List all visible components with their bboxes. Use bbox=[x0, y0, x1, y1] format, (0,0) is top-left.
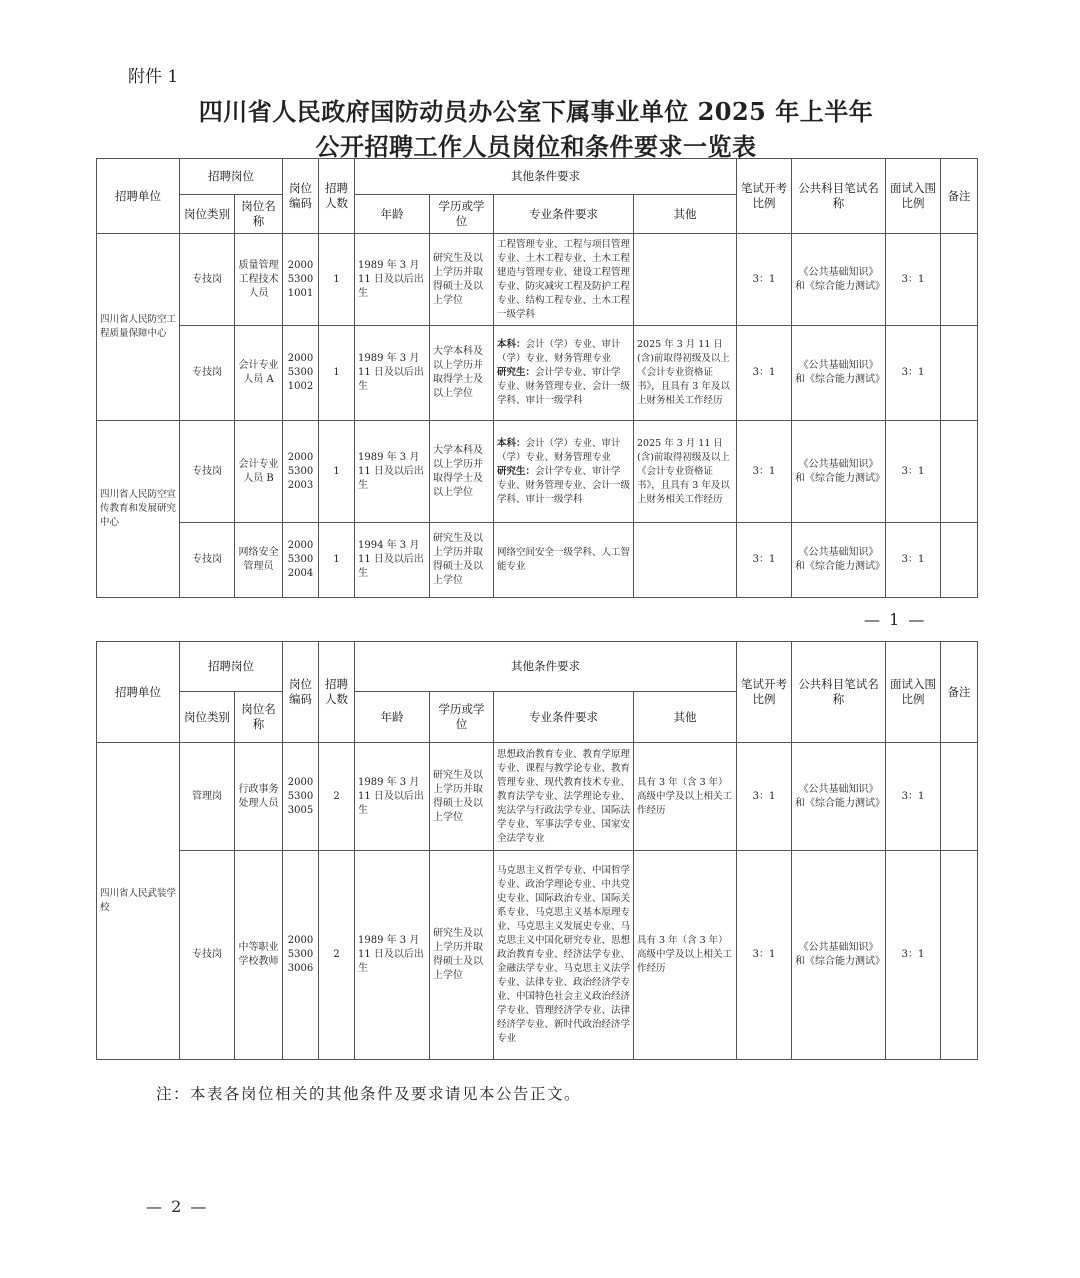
other-requirement: 具有 3 年（含 3 年）高级中学及以上相关工作经历 bbox=[634, 743, 737, 851]
header-position: 招聘岗位 bbox=[180, 642, 283, 692]
header-education: 学历或学位 bbox=[430, 195, 494, 234]
remark bbox=[941, 421, 978, 523]
major-graduate: 会计学专业、审计学专业、财务管理专业、会计一级学科、审计一级学科 bbox=[497, 367, 631, 406]
recruit-count: 1 bbox=[319, 523, 355, 598]
header-major: 专业条件要求 bbox=[494, 692, 634, 743]
exam-subject: 《公共基础知识》和《综合能力测试》 bbox=[792, 234, 886, 326]
header-remark: 备注 bbox=[941, 159, 978, 234]
position-type: 专技岗 bbox=[180, 523, 235, 598]
education-requirement: 大学本科及以上学历并取得学士及以上学位 bbox=[430, 421, 494, 523]
major-requirement bbox=[494, 326, 634, 421]
position-code: 2000 5300 3005 bbox=[283, 743, 319, 851]
interview-ratio: 3：1 bbox=[886, 234, 941, 326]
unit-cell: 四川省人民武装学校 bbox=[97, 743, 180, 1060]
position-type: 专技岗 bbox=[180, 851, 235, 1060]
header-others: 其他 bbox=[634, 195, 737, 234]
table-row bbox=[97, 421, 978, 523]
header-age: 年龄 bbox=[355, 692, 430, 743]
table-row bbox=[97, 851, 978, 1060]
major-requirement: 思想政治教育专业、教育学原理专业、课程与教学论专业、教育管理专业、现代教育技术专业、教育法学专业、法学理论专业、宪法学与行政法学专业、国际法学专业、军事法学专业、国家安全法学专业 bbox=[494, 743, 634, 851]
position-code: 2000 5300 3006 bbox=[283, 851, 319, 1060]
education-requirement: 研究生及以上学历并取得硕士及以上学位 bbox=[430, 851, 494, 1060]
major-undergrad-label: 本科： bbox=[497, 437, 526, 449]
position-name: 行政事务处理人员 bbox=[235, 743, 283, 851]
exam-ratio: 3：1 bbox=[737, 743, 792, 851]
major-requirement: 网络空间安全一级学科、人工智能专业 bbox=[494, 523, 634, 598]
position-name: 中等职业学校教师 bbox=[235, 851, 283, 1060]
position-code: 2000 5300 2003 bbox=[283, 421, 319, 523]
interview-ratio: 3：1 bbox=[886, 743, 941, 851]
major-graduate-label: 研究生： bbox=[497, 367, 536, 378]
exam-subject: 《公共基础知识》和《综合能力测试》 bbox=[792, 421, 886, 523]
exam-ratio: 3：1 bbox=[737, 851, 792, 1060]
major-undergrad: 会计（学）专业、审计（学）专业、财务管理专业 bbox=[497, 437, 621, 463]
other-requirement: 2025 年 3 月 11 日(含)前取得初级及以上《会计专业资格证书》，且具有 3 年及以上财务相关工作经历 bbox=[634, 421, 737, 523]
header-interview-ratio: 面试入围比例 bbox=[886, 159, 941, 234]
age-requirement: 1989 年 3 月 11 日及以后出生 bbox=[355, 326, 430, 421]
recruit-count: 2 bbox=[319, 851, 355, 1060]
age-requirement: 1989 年 3 月 11 日及以后出生 bbox=[355, 421, 430, 523]
header-position-name: 岗位名称 bbox=[235, 195, 283, 234]
interview-ratio: 3：1 bbox=[886, 326, 941, 421]
position-name: 网络安全管理员 bbox=[235, 523, 283, 598]
age-requirement: 1989 年 3 月 11 日及以后出生 bbox=[355, 743, 430, 851]
recruit-count: 2 bbox=[319, 743, 355, 851]
header-position-type: 岗位类别 bbox=[180, 195, 235, 234]
interview-ratio: 3：1 bbox=[886, 523, 941, 598]
unit-cell: 四川省人民防空宣传教育和发展研究中心 bbox=[97, 421, 180, 598]
major-undergrad: 会计（学）专业、审计（学）专业、财务管理专业 bbox=[497, 339, 621, 364]
exam-subject: 《公共基础知识》和《综合能力测试》 bbox=[792, 743, 886, 851]
age-requirement: 1989 年 3 月 11 日及以后出生 bbox=[355, 234, 430, 326]
header-others: 其他 bbox=[634, 692, 737, 743]
header-position-type: 岗位类别 bbox=[180, 692, 235, 743]
major-requirement bbox=[494, 421, 634, 523]
remark bbox=[941, 326, 978, 421]
recruitment-table-1 bbox=[96, 158, 978, 598]
header-other-requirements: 其他条件要求 bbox=[355, 159, 737, 195]
page-number-1: — 1 — bbox=[864, 610, 927, 629]
header-count: 招聘人数 bbox=[319, 642, 355, 743]
position-name: 会计专业人员 A bbox=[235, 326, 283, 421]
remark bbox=[941, 234, 978, 326]
table-row bbox=[97, 326, 978, 421]
header-education: 学历或学位 bbox=[430, 692, 494, 743]
header-major: 专业条件要求 bbox=[494, 195, 634, 234]
position-type: 专技岗 bbox=[180, 421, 235, 523]
recruit-count: 1 bbox=[319, 326, 355, 421]
education-requirement: 研究生及以上学历并取得硕士及以上学位 bbox=[430, 234, 494, 326]
page-title-line1: 四川省人民政府国防动员办公室下属事业单位 2025 年上半年 bbox=[198, 97, 874, 126]
age-requirement: 1994 年 3 月 11 日及以后出生 bbox=[355, 523, 430, 598]
header-code: 岗位编码 bbox=[283, 159, 319, 234]
interview-ratio: 3：1 bbox=[886, 851, 941, 1060]
exam-subject: 《公共基础知识》和《综合能力测试》 bbox=[792, 851, 886, 1060]
major-undergrad-label: 本科： bbox=[497, 339, 526, 350]
major-graduate: 会计学专业、审计学专业、财务管理专业、会计一级学科、审计一级学科 bbox=[497, 465, 631, 505]
attachment-label: 附件 1 bbox=[128, 67, 179, 87]
table-row bbox=[97, 234, 978, 326]
position-name: 会计专业人员 B bbox=[235, 421, 283, 523]
position-type: 专技岗 bbox=[180, 326, 235, 421]
page-title-line2: 公开招聘工作人员岗位和条件要求一览表 bbox=[315, 132, 757, 161]
header-exam-ratio: 笔试开考比例 bbox=[737, 159, 792, 234]
position-type: 专技岗 bbox=[180, 234, 235, 326]
other-requirement: 具有 3 年（含 3 年）高级中学及以上相关工作经历 bbox=[634, 851, 737, 1060]
other-requirement bbox=[634, 234, 737, 326]
education-requirement: 大学本科及以上学历并取得学士及以上学位 bbox=[430, 326, 494, 421]
exam-subject: 《公共基础知识》和《综合能力测试》 bbox=[792, 523, 886, 598]
table-row bbox=[97, 523, 978, 598]
other-requirement: 2025 年 3 月 11 日(含)前取得初级及以上《会计专业资格证书》，且具有 3 年及以上财务相关工作经历 bbox=[634, 326, 737, 421]
interview-ratio: 3：1 bbox=[886, 421, 941, 523]
exam-subject: 《公共基础知识》和《综合能力测试》 bbox=[792, 326, 886, 421]
remark bbox=[941, 523, 978, 598]
position-type: 管理岗 bbox=[180, 743, 235, 851]
education-requirement: 研究生及以上学历并取得硕士及以上学位 bbox=[430, 743, 494, 851]
recruit-count: 1 bbox=[319, 234, 355, 326]
header-code: 岗位编码 bbox=[283, 642, 319, 743]
age-requirement: 1989 年 3 月 11 日及以后出生 bbox=[355, 851, 430, 1060]
recruit-count: 1 bbox=[319, 421, 355, 523]
remark bbox=[941, 851, 978, 1060]
major-graduate-label: 研究生： bbox=[497, 465, 536, 477]
position-name: 质量管理工程技术人员 bbox=[235, 234, 283, 326]
position-code: 2000 5300 1002 bbox=[283, 326, 319, 421]
header-unit: 招聘单位 bbox=[97, 642, 180, 743]
major-requirement: 工程管理专业、工程与项目管理专业、土木工程专业、土木工程建造与管理专业、建设工程管理专业、防灾减灾工程及防护工程专业、结构工程专业、土木工程一级学科 bbox=[494, 234, 634, 326]
header-exam-ratio: 笔试开考比例 bbox=[737, 642, 792, 743]
footnote: 注：本表各岗位相关的其他条件及要求请见本公告正文。 bbox=[156, 1085, 582, 1103]
position-code: 2000 5300 2004 bbox=[283, 523, 319, 598]
header-position-name: 岗位名称 bbox=[235, 692, 283, 743]
remark bbox=[941, 743, 978, 851]
exam-ratio: 3：1 bbox=[737, 421, 792, 523]
recruitment-table-2 bbox=[96, 641, 978, 1060]
header-position: 招聘岗位 bbox=[180, 159, 283, 195]
exam-ratio: 3：1 bbox=[737, 234, 792, 326]
unit-cell: 四川省人民防空工程质量保障中心 bbox=[97, 234, 180, 421]
exam-ratio: 3：1 bbox=[737, 326, 792, 421]
header-unit: 招聘单位 bbox=[97, 159, 180, 234]
table-row bbox=[97, 743, 978, 851]
major-requirement: 马克思主义哲学专业、中国哲学专业、政治学理论专业、中共党史专业、国际政治专业、国际关系专业、马克思主义基本原理专业、马克思主义发展史专业、马克思主义中国化研究专业、思想政治教育专业、经济法学专业、金融法学专业、马克思主义法学专业、法律专业、政治经济学专业、中国特色社会主义政治经济学专业、管理经济学专业、法律经济学专业、新时代政治经济学专业 bbox=[494, 851, 634, 1060]
header-count: 招聘人数 bbox=[319, 159, 355, 234]
page-number-2: — 2 — bbox=[146, 1197, 209, 1216]
exam-ratio: 3：1 bbox=[737, 523, 792, 598]
header-remark: 备注 bbox=[941, 642, 978, 743]
education-requirement: 研究生及以上学历并取得硕士及以上学位 bbox=[430, 523, 494, 598]
other-requirement bbox=[634, 523, 737, 598]
header-exam-subject: 公共科目笔试名称 bbox=[792, 642, 886, 743]
header-exam-subject: 公共科目笔试名称 bbox=[792, 159, 886, 234]
header-other-requirements: 其他条件要求 bbox=[355, 642, 737, 692]
header-age: 年龄 bbox=[355, 195, 430, 234]
header-interview-ratio: 面试入围比例 bbox=[886, 642, 941, 743]
position-code: 2000 5300 1001 bbox=[283, 234, 319, 326]
